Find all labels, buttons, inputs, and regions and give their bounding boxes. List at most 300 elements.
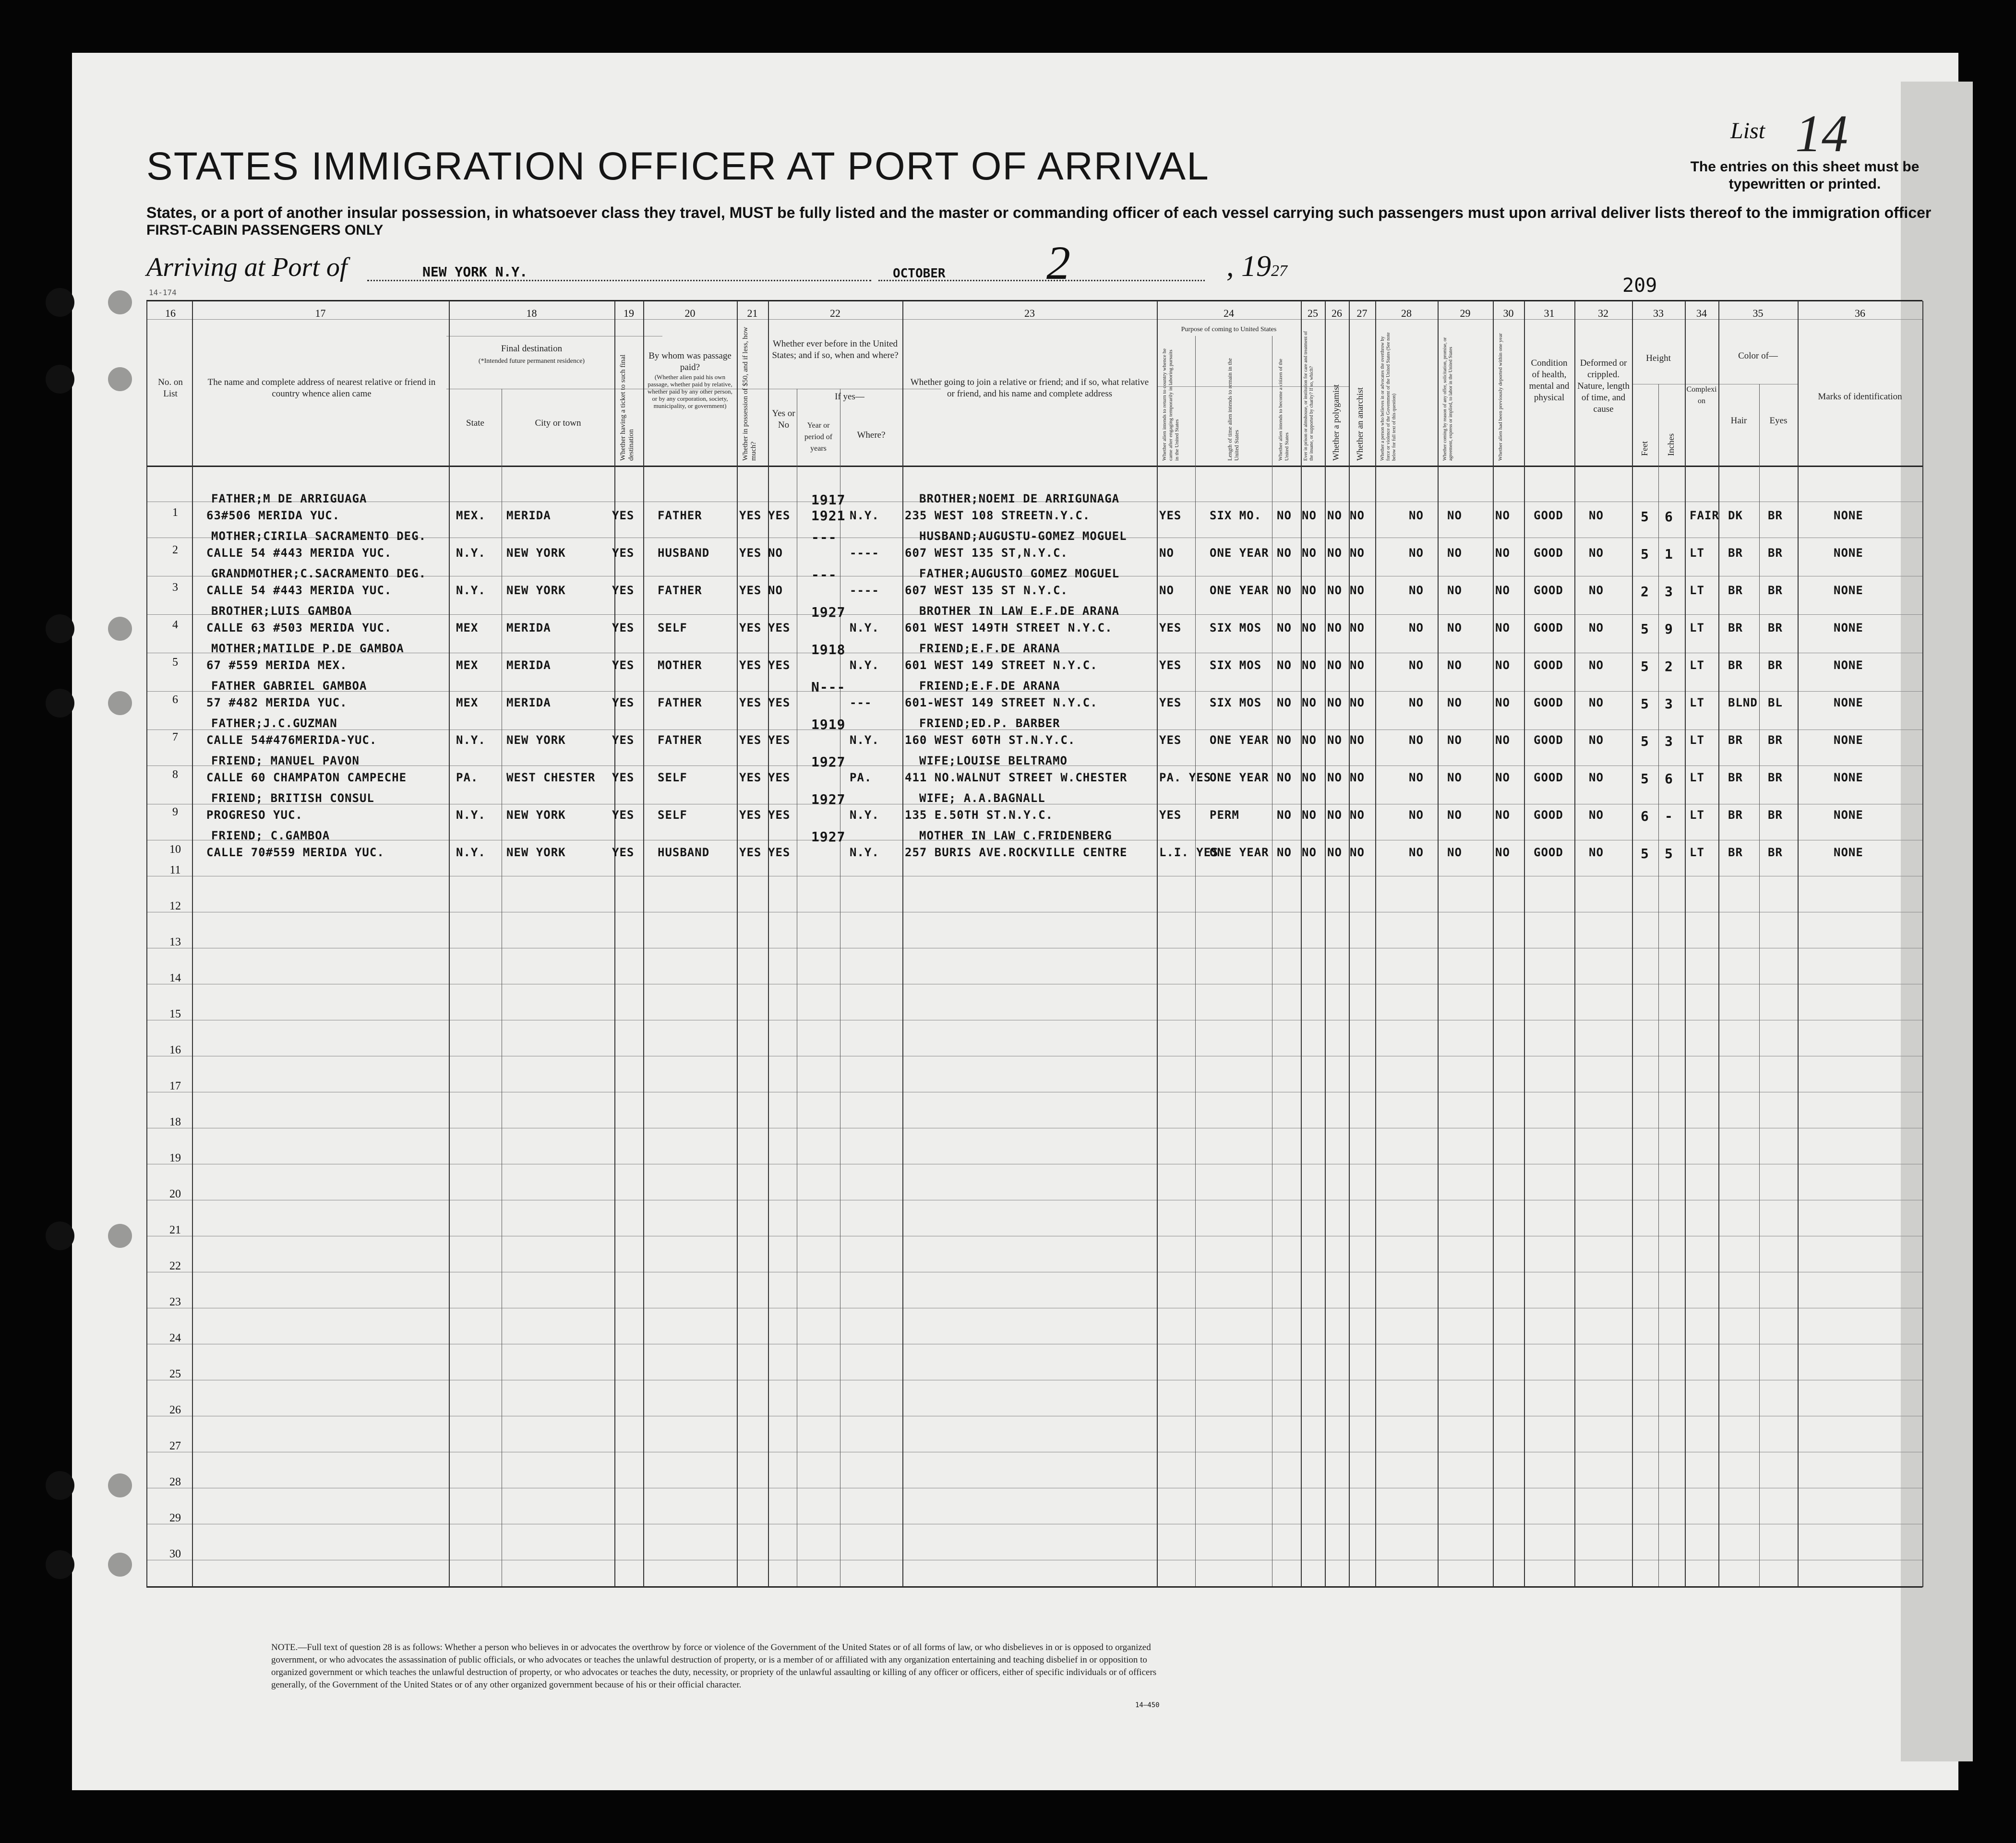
row-cell-yr1: 1918 [811,642,846,658]
row-cell-yr1: --- [811,529,837,545]
row-number: 25 [169,1368,181,1380]
row-number: 9 [172,806,178,818]
row-cell-comp: LT [1690,771,1704,784]
header-promise: Whether coming by reason of any offer, solicitation, promise, or agreement, express or implied, to labor in the United States [1442,337,1453,461]
row-cell-eyes: BR [1768,771,1783,784]
header-deformed: Deformed or crippled. Nature, length of time, and cause [1577,358,1630,414]
row-cell-rel2: CALLE 54 #443 MERIDA YUC. [206,546,392,560]
row-cell-c25: NO [1302,658,1317,672]
row-cell-c25: NO [1302,771,1317,784]
row-cell-comp: LT [1690,808,1704,822]
header-ticket: Whether having a ticket to such final destination [619,354,635,461]
footnote: NOTE.—Full text of question 28 is as follows: Whether a person who believes in or advocates the overthrow by force or violence of the Government of the United States or of all forms of law, or who disbelieves in or is opposed to organized government, or who advocates the assassination of public officials, or who advocates or teaches the unlawful destruction of property, or is a member of or affiliated with any organization entertaining and teaching disbelief in or opposition to organized government or which teaches the unlawful destruction of property, or who advocates or teaches the duty, necessity, or propriety of the unlawful assaulting or killing of any officer or officers, either of specific individuals or of officers generally, of the Government of the United States or of any other organized government because of his or their official character. [271,1642,1157,1690]
row-cell-comp: LT [1690,546,1704,560]
entries-note: The entries on this sheet must be typewritten or printed. [1690,159,1920,192]
row-cell-c26: NO [1327,658,1342,672]
row-cell-c28: NO [1409,658,1424,672]
row-cell-paid: SELF [658,621,687,634]
row-cell-c22a: NO [768,546,783,560]
row-cell-comp: LT [1690,846,1704,859]
row-cell-marks: NONE [1834,509,1863,522]
row-cell-c27: NO [1350,658,1365,672]
row-cell-rel1: MOTHER;CIRILA SACRAMENTO DEG. [211,529,427,543]
row-cell-c26: NO [1327,621,1342,634]
header-passage-paid: By whom was passage paid? (Whether alien paid his own passage, whether paid by relative, whether paid by any other person, or by any corporation, society, municipality, or government) [648,351,732,409]
row-cell-ft: 5 [1641,846,1649,862]
header-state: State [466,418,484,428]
row-number: 24 [169,1332,181,1344]
row-number: 11 [169,864,181,876]
row-cell-c27: NO [1350,621,1365,634]
row-number: 15 [169,1008,181,1020]
row-cell-p2: ONE YEAR [1210,771,1269,784]
row-cell-c32: NO [1589,846,1604,859]
row-cell-health: GOOD [1534,808,1563,822]
row-cell-rel2: 63#506 MERIDA YUC. [206,509,340,522]
row-cell-ft: 5 [1641,771,1649,787]
row-cell-paid: SELF [658,808,687,822]
row-cell-marks: NONE [1834,808,1863,822]
header-color-of: Color of— [1738,351,1778,361]
row-cell-c29: NO [1447,733,1462,747]
row-cell-c26: NO [1327,733,1342,747]
header-marks: Marks of identification [1818,392,1902,402]
row-cell-join1: WIFE; A.A.BAGNALL [919,791,1045,805]
row-cell-marks: NONE [1834,696,1863,709]
row-cell-city: MERIDA [506,658,551,672]
row-cell-join1: WIFE;LOUISE BELTRAMO [919,754,1068,767]
row-cell-c32: NO [1589,546,1604,560]
day-value: 2 [1046,236,1070,289]
row-cell-ft: 5 [1641,509,1649,525]
row-cell-ft: 5 [1641,696,1649,712]
row-cell-ticket: YES [612,621,635,634]
col-number: 34 [1696,307,1707,319]
row-number: 12 [169,900,181,912]
row-cell-c25: NO [1302,509,1317,522]
row-cell-join1: FRIEND;E.F.DE ARANA [919,679,1060,693]
row-cell-ticket: YES [612,696,635,709]
row-cell-marks: NONE [1834,658,1863,672]
row-cell-paid: HUSBAND [658,846,710,859]
row-cell-c29: NO [1447,658,1462,672]
header-possession-50: Whether in possession of $50, and if less, how much? [742,326,757,461]
header-year-period: Year or period of years [804,421,833,453]
row-cell-join1: FRIEND;E.F.DE ARANA [919,642,1060,655]
row-number: 27 [169,1440,181,1452]
row-cell-c21: YES [739,696,762,709]
row-cell-comp: LT [1690,621,1704,634]
row-cell-p3: NO [1277,846,1292,859]
header-final-destination: Final destination (*Intended future permanent residence) [478,344,585,365]
row-cell-hair: BR [1728,733,1743,747]
header-yes-or-no: Yes or No [772,408,795,430]
row-cell-comp: LT [1690,696,1704,709]
row-cell-c32: NO [1589,658,1604,672]
row-cell-marks: NONE [1834,846,1863,859]
row-cell-in: 9 [1665,621,1673,637]
row-cell-yr1: 1927 [811,829,846,845]
col-number: 24 [1224,307,1234,319]
row-number: 21 [169,1224,181,1236]
row-cell-yr1: 1919 [811,717,846,732]
row-cell-c29: NO [1447,846,1462,859]
row-cell-c32: NO [1589,696,1604,709]
row-cell-join2: 607 WEST 135 ST N.Y.C. [905,584,1068,597]
row-cell-c32: NO [1589,808,1604,822]
row-cell-c22a: YES [768,621,791,634]
row-cell-c22a: YES [768,696,791,709]
row-cell-where: ---- [850,546,879,560]
col-number: 26 [1332,307,1342,319]
subtitle: States, or a port of another insular possession, in whatsoever class they travel, MUST be fully listed and the master or commanding officer of each vessel carrying such passengers must upon arrival deliver lists thereof to the immigration officer [146,204,1932,221]
header-anarchist: Whether an anarchist [1355,387,1365,461]
row-cell-c27: NO [1350,546,1365,560]
row-cell-in: 1 [1665,546,1673,562]
row-cell-c29: NO [1447,808,1462,822]
row-cell-city: NEW YORK [506,546,566,560]
row-cell-eyes: BR [1768,733,1783,747]
row-cell-where: N.Y. [850,808,879,822]
row-cell-join2: 411 NO.WALNUT STREET W.CHESTER [905,771,1128,784]
row-cell-c28: NO [1409,696,1424,709]
row-cell-c22a: YES [768,509,791,522]
row-cell-state: N.Y. [456,808,486,822]
row-cell-in: 6 [1665,771,1673,787]
row-cell-ticket: YES [612,771,635,784]
punch-hole [108,617,132,641]
row-cell-city: MERIDA [506,509,551,522]
punch-hole [108,691,132,715]
header-nearest-relative: The name and complete address of nearest relative or friend in country whence alien came [207,377,436,399]
row-cell-c22a: NO [768,584,783,597]
row-cell-join2: 601 WEST 149TH STREET N.Y.C. [905,621,1113,634]
row-cell-c27: NO [1350,696,1365,709]
row-cell-p3: NO [1277,696,1292,709]
row-cell-p3: NO [1277,733,1292,747]
row-cell-c27: NO [1350,509,1365,522]
row-cell-paid: MOTHER [658,658,702,672]
row-cell-p2: ONE YEAR [1210,733,1269,747]
row-cell-ft: 5 [1641,621,1649,637]
row-cell-c29: NO [1447,584,1462,597]
row-cell-c29: NO [1447,546,1462,560]
row-cell-c30: NO [1495,696,1510,709]
row-cell-paid: SELF [658,771,687,784]
header-purpose-a: Whether alien intends to return to country whence he came after engaging temporarily in laboring pursuits in the United States [1162,348,1180,461]
row-cell-yr1: 1927 [811,791,846,807]
col-number: 17 [315,307,326,319]
row-cell-c26: NO [1327,846,1342,859]
col-number: 25 [1308,307,1318,319]
row-cell-state: N.Y. [456,733,486,747]
row-number: 2 [172,544,178,556]
row-cell-in: 6 [1665,509,1673,525]
sheet-number: 209 [1622,275,1657,297]
row-number: 6 [172,694,178,706]
row-cell-rel2: 67 #559 MERIDA MEX. [206,658,348,672]
row-cell-c26: NO [1327,584,1342,597]
row-cell-c28: NO [1409,846,1424,859]
row-number: 8 [172,768,178,781]
row-cell-eyes: BL [1768,696,1783,709]
row-cell-ticket: YES [612,846,635,859]
col-number: 22 [830,307,840,319]
row-cell-where: ---- [850,584,879,597]
col-number: 32 [1598,307,1608,319]
row-cell-hair: BR [1728,584,1743,597]
row-cell-comp: LT [1690,584,1704,597]
row-cell-in: 3 [1665,733,1673,749]
month-value: OCTOBER [893,266,946,281]
row-cell-p2: ONE YEAR [1210,546,1269,560]
row-number: 4 [172,619,178,631]
row-cell-hair: BR [1728,771,1743,784]
row-cell-c29: NO [1447,696,1462,709]
row-cell-in: - [1665,808,1673,824]
row-cell-where: PA. [850,771,872,784]
row-cell-c21: YES [739,771,762,784]
row-cell-where: N.Y. [850,658,879,672]
form-code: 14-174 [149,288,177,297]
header-purpose-b: Length of time alien intends to remain in the United States [1226,358,1240,461]
row-cell-join1: BROTHER IN LAW E.F.DE ARANA [919,604,1120,618]
row-cell-state: MEX [456,696,479,709]
row-cell-ticket: YES [612,584,635,597]
row-cell-ticket: YES [612,509,635,522]
row-cell-c30: NO [1495,658,1510,672]
header-purpose: Purpose of coming to United States [1181,326,1277,333]
row-cell-c28: NO [1409,509,1424,522]
row-cell-rel1: FRIEND; MANUEL PAVON [211,754,360,767]
header-overthrow: Whether a person who believes in or advocates the overthrow by force or violence of the Government of the United States (See note below for full text of this question) [1380,332,1397,461]
row-cell-city: MERIDA [506,621,551,634]
header-where: Where? [857,430,886,440]
row-cell-rel1: FRIEND; C.GAMBOA [211,829,330,842]
header-if-yes: If yes— [835,392,864,402]
row-cell-city: NEW YORK [506,846,566,859]
row-cell-marks: NONE [1834,584,1863,597]
row-cell-join1: HUSBAND;AUGUSTU-GOMEZ MOGUEL [919,529,1127,543]
row-cell-marks: NONE [1834,546,1863,560]
row-cell-c26: NO [1327,808,1342,822]
row-cell-join2: 235 WEST 108 STREETN.Y.C. [905,509,1091,522]
row-cell-c27: NO [1350,808,1365,822]
list-label: List [1730,118,1765,144]
row-cell-p2: SIX MOS [1210,621,1262,634]
row-cell-health: GOOD [1534,546,1563,560]
row-cell-health: GOOD [1534,658,1563,672]
col-number: 35 [1752,307,1764,319]
row-cell-city: WEST CHESTER [506,771,596,784]
row-cell-p1: YES [1159,621,1182,634]
row-cell-p1: PA. YES [1159,771,1212,784]
row-cell-c25: NO [1302,733,1317,747]
row-cell-in: 5 [1665,846,1673,862]
header-hair: Hair [1730,416,1747,426]
row-cell-c28: NO [1409,771,1424,784]
row-cell-c27: NO [1350,584,1365,597]
row-cell-p3: NO [1277,808,1292,822]
col-number: 16 [165,307,176,319]
col-number: 36 [1855,307,1865,319]
row-cell-in: 3 [1665,696,1673,712]
row-cell-yr1: 1927 [811,604,846,620]
row-cell-p2: ONE YEAR [1210,584,1269,597]
punch-hole [46,365,74,394]
arriving-label: Arriving at Port of [146,252,348,282]
punch-hole [46,288,74,317]
col-number: 20 [684,307,696,319]
col-number: 23 [1024,307,1035,319]
row-cell-c21: YES [739,658,762,672]
col-number: 19 [624,307,634,319]
row-cell-comp: FAIR [1690,509,1719,522]
row-cell-c22a: YES [768,733,791,747]
row-number: 5 [172,656,178,669]
row-number: 23 [169,1296,181,1308]
row-cell-in: 3 [1665,584,1673,599]
header-height: Height [1646,353,1671,363]
row-cell-p1: YES [1159,696,1182,709]
row-cell-comp: LT [1690,733,1704,747]
row-cell-city: NEW YORK [506,733,566,747]
row-cell-ticket: YES [612,546,635,560]
row-cell-eyes: BR [1768,509,1783,522]
row-cell-c32: NO [1589,509,1604,522]
row-cell-c30: NO [1495,733,1510,747]
row-cell-p3: NO [1277,658,1292,672]
header-before-in-us: Whether ever before in the United States; and if so, when and where? [772,339,899,360]
row-cell-ft: 5 [1641,658,1649,674]
row-cell-state: MEX [456,621,479,634]
row-cell-join1: MOTHER IN LAW C.FRIDENBERG [919,829,1112,842]
row-number: 20 [169,1188,181,1200]
footnote-code: 14—450 [1135,1701,1160,1709]
col-number: 29 [1460,307,1471,319]
header-deported: Whether alien had been previously deported within one year [1498,333,1503,461]
punch-hole [46,1221,74,1250]
row-cell-health: GOOD [1534,584,1563,597]
row-cell-health: GOOD [1534,696,1563,709]
row-cell-c30: NO [1495,771,1510,784]
header-inches: Inches [1666,433,1676,456]
row-cell-city: NEW YORK [506,584,566,597]
header-eyes: Eyes [1769,416,1788,426]
row-cell-paid: FATHER [658,696,702,709]
row-cell-p2: ONE YEAR [1210,846,1269,859]
col-number: 33 [1653,307,1664,319]
row-cell-c22a: YES [768,808,791,822]
row-cell-p1: NO [1159,546,1174,560]
row-cell-health: GOOD [1534,846,1563,859]
row-cell-paid: FATHER [658,584,702,597]
row-cell-c26: NO [1327,696,1342,709]
row-number: 14 [169,972,181,984]
row-cell-where: N.Y. [850,846,879,859]
row-cell-eyes: BR [1768,846,1783,859]
row-cell-c22a: YES [768,846,791,859]
row-cell-paid: FATHER [658,733,702,747]
row-cell-c32: NO [1589,771,1604,784]
punch-hole [108,1553,132,1577]
row-cell-c26: NO [1327,771,1342,784]
row-cell-state: N.Y. [456,584,486,597]
row-cell-marks: NONE [1834,771,1863,784]
row-cell-state: MEX [456,658,479,672]
row-cell-c27: NO [1350,846,1365,859]
col-number: 30 [1503,307,1514,319]
row-cell-join2: 601 WEST 149 STREET N.Y.C. [905,658,1098,672]
row-cell-join2: 607 WEST 135 ST,N.Y.C. [905,546,1068,560]
row-cell-c29: NO [1447,509,1462,522]
row-cell-c21: YES [739,621,762,634]
row-number: 3 [172,581,178,594]
row-cell-p1: YES [1159,808,1182,822]
col-number: 27 [1356,307,1368,319]
punch-hole [108,290,132,314]
row-cell-hair: BR [1728,658,1743,672]
row-cell-eyes: BR [1768,658,1783,672]
row-cell-p2: SIX MOS [1210,696,1262,709]
row-cell-rel2: PROGRESO YUC. [206,808,303,822]
header-complexion: Complexion [1686,385,1717,405]
row-cell-where: N.Y. [850,509,879,522]
row-cell-c26: NO [1327,546,1342,560]
row-cell-state: N.Y. [456,546,486,560]
row-cell-ft: 6 [1641,808,1649,824]
row-cell-state: N.Y. [456,846,486,859]
row-cell-hair: BR [1728,621,1743,634]
row-cell-c25: NO [1302,696,1317,709]
row-cell-c30: NO [1495,584,1510,597]
row-cell-where: --- [850,696,872,709]
row-cell-c28: NO [1409,584,1424,597]
row-cell-eyes: BR [1768,621,1783,634]
header-city: City or town [535,418,581,428]
row-number: 26 [169,1404,181,1416]
row-cell-marks: NONE [1834,621,1863,634]
class-line: FIRST-CABIN PASSENGERS ONLY [146,222,384,238]
row-cell-rel1: GRANDMOTHER;C.SACRAMENTO DEG. [211,567,427,580]
row-number: 7 [172,731,178,743]
punch-hole [108,1224,132,1248]
row-cell-p2: SIX MOS [1210,658,1262,672]
row-number: 16 [169,1044,181,1056]
row-cell-rel2: 57 #482 MERIDA YUC. [206,696,348,709]
row-cell-ft: 2 [1641,584,1649,599]
row-cell-c28: NO [1409,546,1424,560]
row-cell-c25: NO [1302,621,1317,634]
row-cell-rel2: CALLE 63 #503 MERIDA YUC. [206,621,392,634]
row-cell-p3: NO [1277,509,1292,522]
row-cell-where: N.Y. [850,621,879,634]
row-cell-c21: YES [739,846,762,859]
row-cell-rel1: BROTHER;LUIS GAMBOA [211,604,352,618]
col-number: 28 [1401,307,1412,319]
row-cell-city: MERIDA [506,696,551,709]
row-cell-rel2: CALLE 54 #443 MERIDA YUC. [206,584,392,597]
col-number: 21 [747,307,758,319]
row-cell-p3: NO [1277,771,1292,784]
row-cell-hair: BR [1728,846,1743,859]
row-cell-hair: DK [1728,509,1743,522]
row-cell-p3: NO [1277,546,1292,560]
row-cell-c32: NO [1589,584,1604,597]
row-number: 19 [169,1152,181,1164]
row-cell-ft: 5 [1641,546,1649,562]
row-cell-join1: FATHER;AUGUSTO GOMEZ MOGUEL [919,567,1120,580]
